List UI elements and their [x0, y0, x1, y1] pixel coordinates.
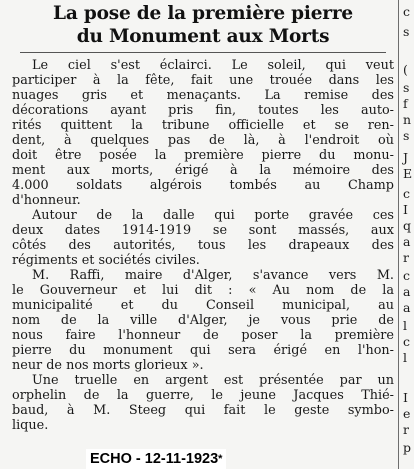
column-fragment: r — [403, 422, 409, 437]
column-fragment: c — [403, 268, 411, 283]
text-line: lique. — [12, 418, 49, 433]
text-line: dent, à quelques pas de là, à l'endroit où — [12, 133, 394, 148]
text-line: doit être posée la première pierre du monu- — [12, 148, 394, 163]
text-line: rités quittent la tribune officielle et se ren- — [12, 118, 394, 133]
headline — [12, 2, 394, 48]
column-fragment: c — [403, 186, 411, 201]
column-fragment: a — [403, 300, 411, 315]
column-fragment: ( — [403, 62, 408, 77]
source-caption — [86, 449, 226, 469]
text-line: Autour de la dalle qui porte gravée ces — [32, 208, 394, 223]
paragraph — [12, 208, 394, 268]
headline-line: du Monument aux Morts — [76, 26, 330, 47]
column-fragment: l — [403, 350, 407, 365]
column-fragment: l — [403, 318, 407, 333]
article — [12, 2, 394, 469]
text-line: orphelin de la guerre, le jeune Jacques Thié- — [12, 388, 394, 403]
text-line: municipalité et du Conseil municipal, au — [12, 298, 394, 313]
paragraph — [12, 268, 394, 373]
column-fragment: s — [403, 24, 410, 39]
text-line: baud, à M. Steeg qui fait le geste symbo- — [12, 403, 394, 418]
column-fragment: r — [403, 250, 409, 265]
headline-rule — [20, 52, 386, 53]
column-fragment: I — [403, 390, 408, 405]
text-line: M. Raffi, maire d'Alger, s'avance vers M. — [32, 268, 394, 283]
text-line: nous faire l'honneur de poser la première — [12, 328, 394, 343]
adjacent-column-fragments — [402, 0, 414, 469]
text-line: régiments et sociétés civiles. — [12, 253, 200, 268]
column-fragment: s — [403, 128, 410, 143]
column-fragment: c — [403, 4, 411, 19]
column-fragment: e — [403, 406, 411, 421]
text-line: neur de nos morts glorieux ». — [12, 358, 204, 373]
paragraph — [12, 373, 394, 433]
column-fragment: n — [403, 112, 412, 127]
column-fragment: a — [403, 234, 411, 249]
text-line: côtés des autorités, tous les drapeaux des — [12, 238, 394, 253]
text-line: nom de la ville d'Alger, je vous prie de — [12, 313, 394, 328]
text-line: Une truelle en argent est présentée par un — [32, 373, 394, 388]
column-fragment: J — [403, 150, 409, 165]
text-line: deux dates 1914-1919 se sont massés, aux — [12, 223, 394, 238]
column-fragment: f — [403, 96, 408, 111]
source-caption-mark: * — [218, 453, 223, 465]
column-fragment: a — [403, 284, 411, 299]
text-line: décorations ayant pris fin, toutes les auto- — [12, 103, 394, 118]
text-line: Le ciel s'est éclairci. Le soleil, qui veut — [32, 58, 394, 73]
text-line: nuages gris et menaçants. La remise des — [12, 88, 394, 103]
column-fragment: E — [403, 166, 413, 181]
column-fragment: q — [403, 218, 412, 233]
column-fragment: s — [403, 80, 410, 95]
text-line: d'honneur. — [12, 193, 81, 208]
text-line: le Gouverneur et lui dit : « Au nom de la — [12, 283, 394, 298]
text-line: participer à la fête, fait une trouée dans les — [12, 73, 394, 88]
column-fragment: I — [403, 202, 408, 217]
column-divider — [398, 0, 399, 469]
source-caption-text: ECHO - 12-11-1923 — [90, 451, 219, 467]
headline-line: La pose de la première pierre — [53, 3, 353, 24]
column-fragment: c — [403, 334, 411, 349]
text-line: ment aux morts, érigé à la mémoire des — [12, 163, 394, 178]
paragraph — [12, 58, 394, 208]
text-line: pierre du monument qui sera érigé en l'hon- — [12, 343, 394, 358]
text-line: 4.000 soldats algérois tombés au Champ — [12, 178, 394, 193]
column-fragment: p — [403, 440, 412, 455]
